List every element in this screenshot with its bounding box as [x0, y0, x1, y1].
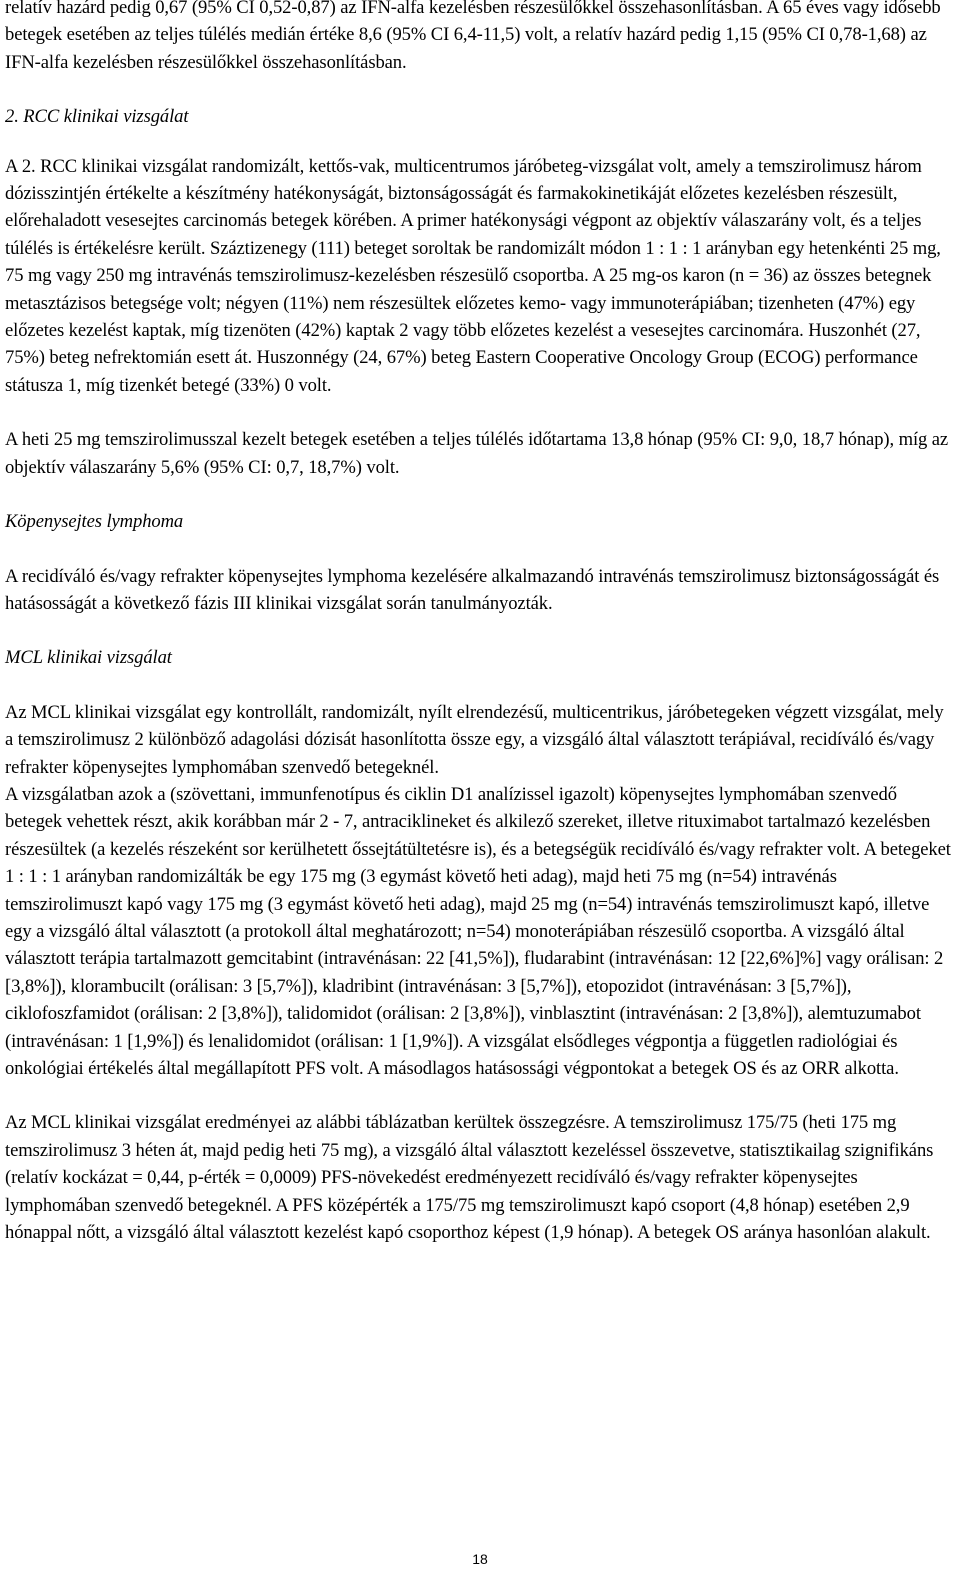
- section-heading-mantle-cell: Köpenysejtes lymphoma: [5, 511, 184, 533]
- paragraph-mcl-patients: A vizsgálatban azok a (szövettani, immunfenotípus és ciklin D1 analízissel igazolt) köpenysejtes lymphomában szenvedő betegek vehettek részt, akik korábban már 2 - 7, antraciklineket és alkilező szereket, illetve rituximabot tartalmazó kezelésben részesültek (a kezelés részeként sor kerülhetett őssejtátültetésre is), és a betegségük recidíváló és/vagy refrakter volt. A betegeket 1 : 1 : 1 arányban randomizálták be egy 175 mg (3 egymást követő heti adag), majd heti 75 mg (n=54) intravénás temszirolimuszt kapó vagy 175 mg (3 egymást követő heti adag), majd 25 mg (n=54) intravénás temszirolimuszt kapó, illetve egy a vizsgáló által választott (a protokoll által meghatározott; n=54) monoterápiában részesülő csoportba. A vizsgáló által választott terápia tartalmazott gemcitabint (intravénásan: 22 [41,5%]), fludarabint (intravénásan: 12 [22,6%]%] vagy orálisan: 2 [3,8%]), klorambucilt (orálisan: 3 [5,7%]), kladribint (intravénásan: 3 [5,7%]), etopozidot (intravénásan: 3 [5,7%]), ciklofoszfamidot (orálisan: 2 [3,8%]), talidomidot (orálisan: 2 [3,8%]), vinblasztint (intravénásan: 2 [3,8%]), alemtuzumabot (intravénásan: 1 [1,9%]) és lenalidomidot (orálisan: 1 [1,9%]). A vizsgálat elsődleges végpontja a független radiológiai és onkológiai értékelés által megállapított PFS volt. A másodlagos hatásossági végpontokat a betegek OS és az ORR alkotta.: [5, 783, 951, 1079]
- paragraph-mcl-results: Az MCL klinikai vizsgálat eredményei az alábbi táblázatban kerültek összegzésre. A temszirolimusz 175/75 (heti 175 mg temszirolimusz 3 héten át, majd pedig heti 75 mg), a vizsgáló által választott kezeléssel összevetve, statisztikailag szignifikáns (relatív kockázat = 0,44, p-érték = 0,0009) PFS-növekedést eredményezett recidíváló és/vagy refrakter köpenysejtes lymphomában szenvedő betegeknél. A PFS középérték a 175/75 mg temszirolimuszt kapó csoport (4,8 hónap) esetében 2,9 hónappal nőtt, a vizsgáló által választott kezelést kapó csoporthoz képest (1,9 hónap). A betegek OS aránya hasonlóan alakult.: [5, 1112, 934, 1244]
- paragraph-mantle-intro: A recidíváló és/vagy refrakter köpenysejtes lymphoma kezelésére alkalmazandó intravénás temszirolimusz biztonságosságát és hatásosságát a következő fázis III klinikai vizsgálat során tanulmányozták.: [5, 565, 940, 614]
- section-heading-rcc2: 2. RCC klinikai vizsgálat: [5, 106, 189, 128]
- paragraph-mcl-design: Az MCL klinikai vizsgálat egy kontrollált, randomizált, nyílt elrendezésű, multicentrikus, járóbetegeken végzett vizsgálat, mely a temszirolimusz 2 különböző adagolási dózisát hasonlította össze egy, a vizsgáló által választott terápiával, recidíváló és/vagy refrakter köpenysejtes lymphomában szenvedő betegeknél.: [5, 701, 944, 778]
- page-number: 18: [472, 1551, 488, 1567]
- document-page: [5, 0, 953, 1246]
- paragraph-rcc2-design: A 2. RCC klinikai vizsgálat randomizált, kettős-vak, multicentrumos járóbeteg-vizsgálat volt, amely a temszirolimusz három dózisszintjén értékelte a készítmény hatékonyságát, biztonságosságát és farmakokinetikáját előzetes kezelésben részesült, előrehaladott vesesejtes carcinomás betegek körében. A primer hatékonysági végpont az objektív válaszarány volt, és a teljes túlélés is értékelésre került. Száztizenegy (111) beteget soroltak be randomizált módon 1 : 1 : 1 arányban egy hetenkénti 25 mg, 75 mg vagy 250 mg intravénás temszirolimusz-kezelésben részesülő csoportba. A 25 mg-os karon (n = 36) az összes betegnek metasztázisos betegsége volt; négyen (11%) nem részesültek előzetes kemo- vagy immunoterápiában; tizenheten (47%) egy előzetes kezelést kaptak, míg tizenöten (42%) kaptak 2 vagy több előzetes kezelést a vesesejtes carcinomára. Huszonhét (27, 75%) beteg nefrektomián esett át. Huszonnégy (24, 67%) beteg Eastern Cooperative Oncology Group (ECOG) performance státusza 1, míg tizenkét betegé (33%) 0 volt.: [5, 155, 941, 396]
- paragraph-rcc2-results: A heti 25 mg temszirolimusszal kezelt betegek esetében a teljes túlélés időtartama 13,8 hónap (95% CI: 9,0, 18,7 hónap), míg az objektív válaszarány 5,6% (95% CI: 0,7, 18,7%) volt.: [5, 429, 949, 478]
- section-heading-mcl-trial: MCL klinikai vizsgálat: [5, 647, 172, 669]
- paragraph-rcc1-results: relatív hazárd pedig 0,67 (95% CI 0,52-0,87) az IFN-alfa kezelésben részesülőkkel összehasonlításban. A 65 éves vagy idősebb betegek esetében az teljes túlélés medián értéke 8,6 (95% CI 6,4-11,5) volt, a relatív hazárd pedig 1,15 (95% CI 0,78-1,68) az IFN-alfa kezelésben részesülőkkel összehasonlításban.: [5, 0, 941, 73]
